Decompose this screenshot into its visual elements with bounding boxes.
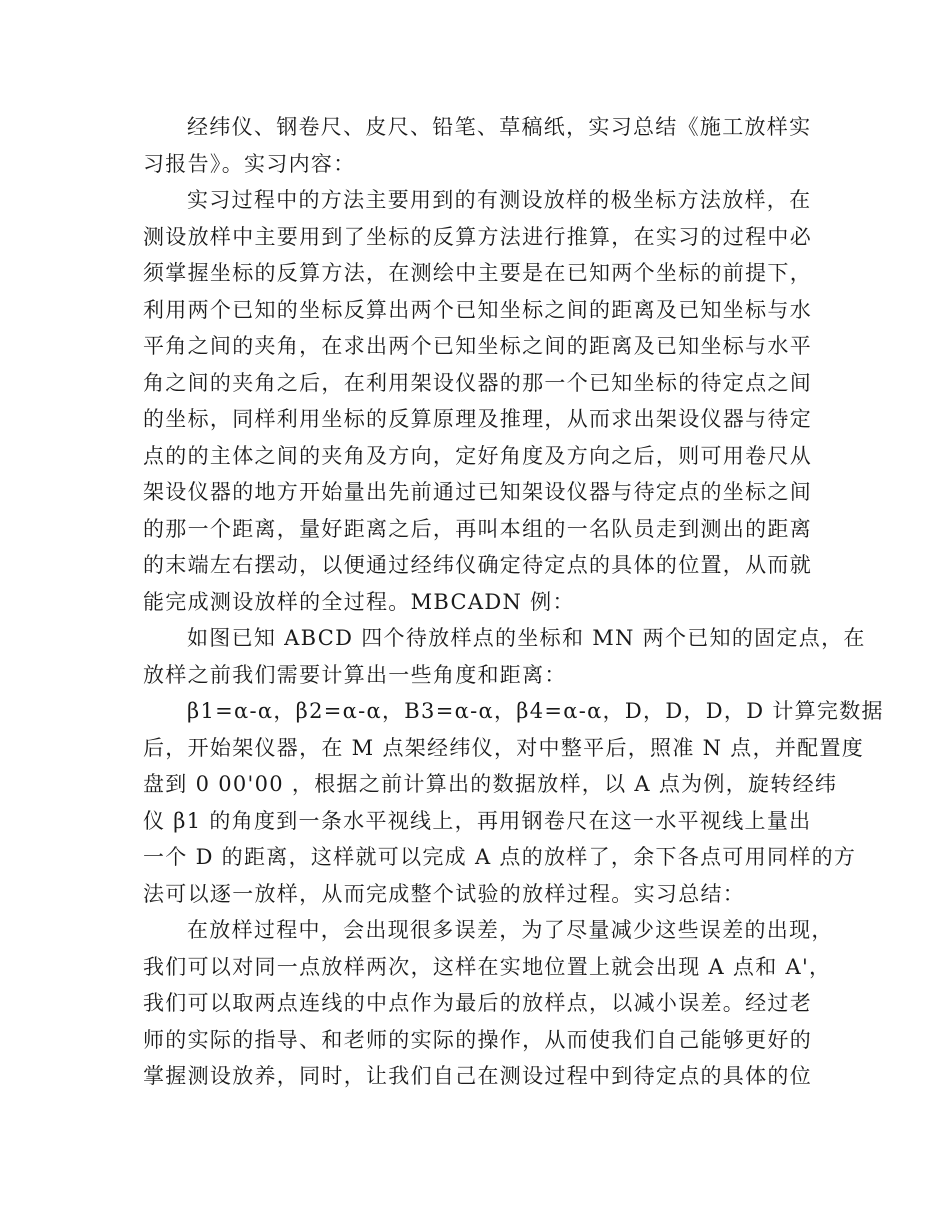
text-line: 盘到 0 00'00 ，根据之前计算出的数据放样，以 A 点为例，旋转经纬 xyxy=(143,772,838,796)
text-line: 仪 β1 的角度到一条水平视线上，再用钢卷尺在这一水平视线上量出 xyxy=(143,808,812,833)
document-body xyxy=(143,109,884,1095)
text-line: 的坐标，同样利用坐标的反算原理及推理，从而求出架设仪器与待定 xyxy=(143,407,812,431)
text-line: β1=α-α，β2=α-α，B3=α-α，β4=α-α，D，D，D，D 计算完数据 xyxy=(187,699,884,723)
text-line: 习报告》。实习内容： xyxy=(143,151,356,176)
text-line: 我们可以对同一点放样两次，这样在实地位置上就会出现 A 点和 A'， xyxy=(143,954,832,979)
text-line: 我们可以取两点连线的中点作为最后的放样点，以减小误差。经过老 xyxy=(143,991,812,1015)
text-line: 的末端左右摆动，以便通过经纬仪确定待定点的具体的位置，从而就 xyxy=(143,553,812,577)
text-line: 架设仪器的地方开始量出先前通过已知架设仪器与待定点的坐标之间 xyxy=(143,480,812,504)
text-line: 角之间的夹角之后，在利用架设仪器的那一个已知坐标的待定点之间 xyxy=(143,370,812,395)
text-line: 师的实际的指导、和老师的实际的操作，从而使我们自己能够更好的 xyxy=(143,1027,812,1052)
text-line: 一个 D 的距离，这样就可以完成 A 点的放样了，余下各点可用同样的方 xyxy=(143,845,857,869)
text-line: 经纬仪、钢卷尺、皮尺、铅笔、草稿纸，实习总结《施工放样实 xyxy=(187,115,812,139)
text-line: 实习过程中的方法主要用到的有测设放样的极坐标方法放样，在 xyxy=(187,188,812,212)
text-line: 法可以逐一放样，从而完成整个试验的放样过程。实习总结： xyxy=(143,881,746,906)
text-line: 如图已知 ABCD 四个待放样点的坐标和 MN 两个已知的固定点，在 xyxy=(187,626,866,650)
text-line: 平角之间的夹角，在求出两个已知坐标之间的距离及已知坐标与水平 xyxy=(143,334,812,358)
text-line: 后，开始架仪器，在 M 点架经纬仪，对中整平后，照准 N 点，并配置度 xyxy=(143,735,865,760)
text-line: 掌握测设放养，同时，让我们自己在测设过程中到待定点的具体的位 xyxy=(143,1064,812,1088)
text-line: 放样之前我们需要计算出一些角度和距离： xyxy=(143,662,567,687)
text-line: 点的的主体之间的夹角及方向，定好角度及方向之后，则可用卷尺从 xyxy=(143,443,812,468)
text-line: 须掌握坐标的反算方法，在测绘中主要是在已知两个坐标的前提下， xyxy=(143,261,812,285)
text-line: 在放样过程中，会出现很多误差，为了尽量减少这些误差的出现， xyxy=(187,918,834,942)
text-line: 测设放样中主要用到了坐标的反算方法进行推算，在实习的过程中必 xyxy=(143,224,812,249)
text-line: 的那一个距离，量好距离之后，再叫本组的一名队员走到测出的距离 xyxy=(143,516,812,541)
text-line: 能完成测设放样的全过程。MBCADN 例： xyxy=(143,589,575,614)
text-line: 利用两个已知的坐标反算出两个已知坐标之间的距离及已知坐标与水 xyxy=(143,297,812,322)
